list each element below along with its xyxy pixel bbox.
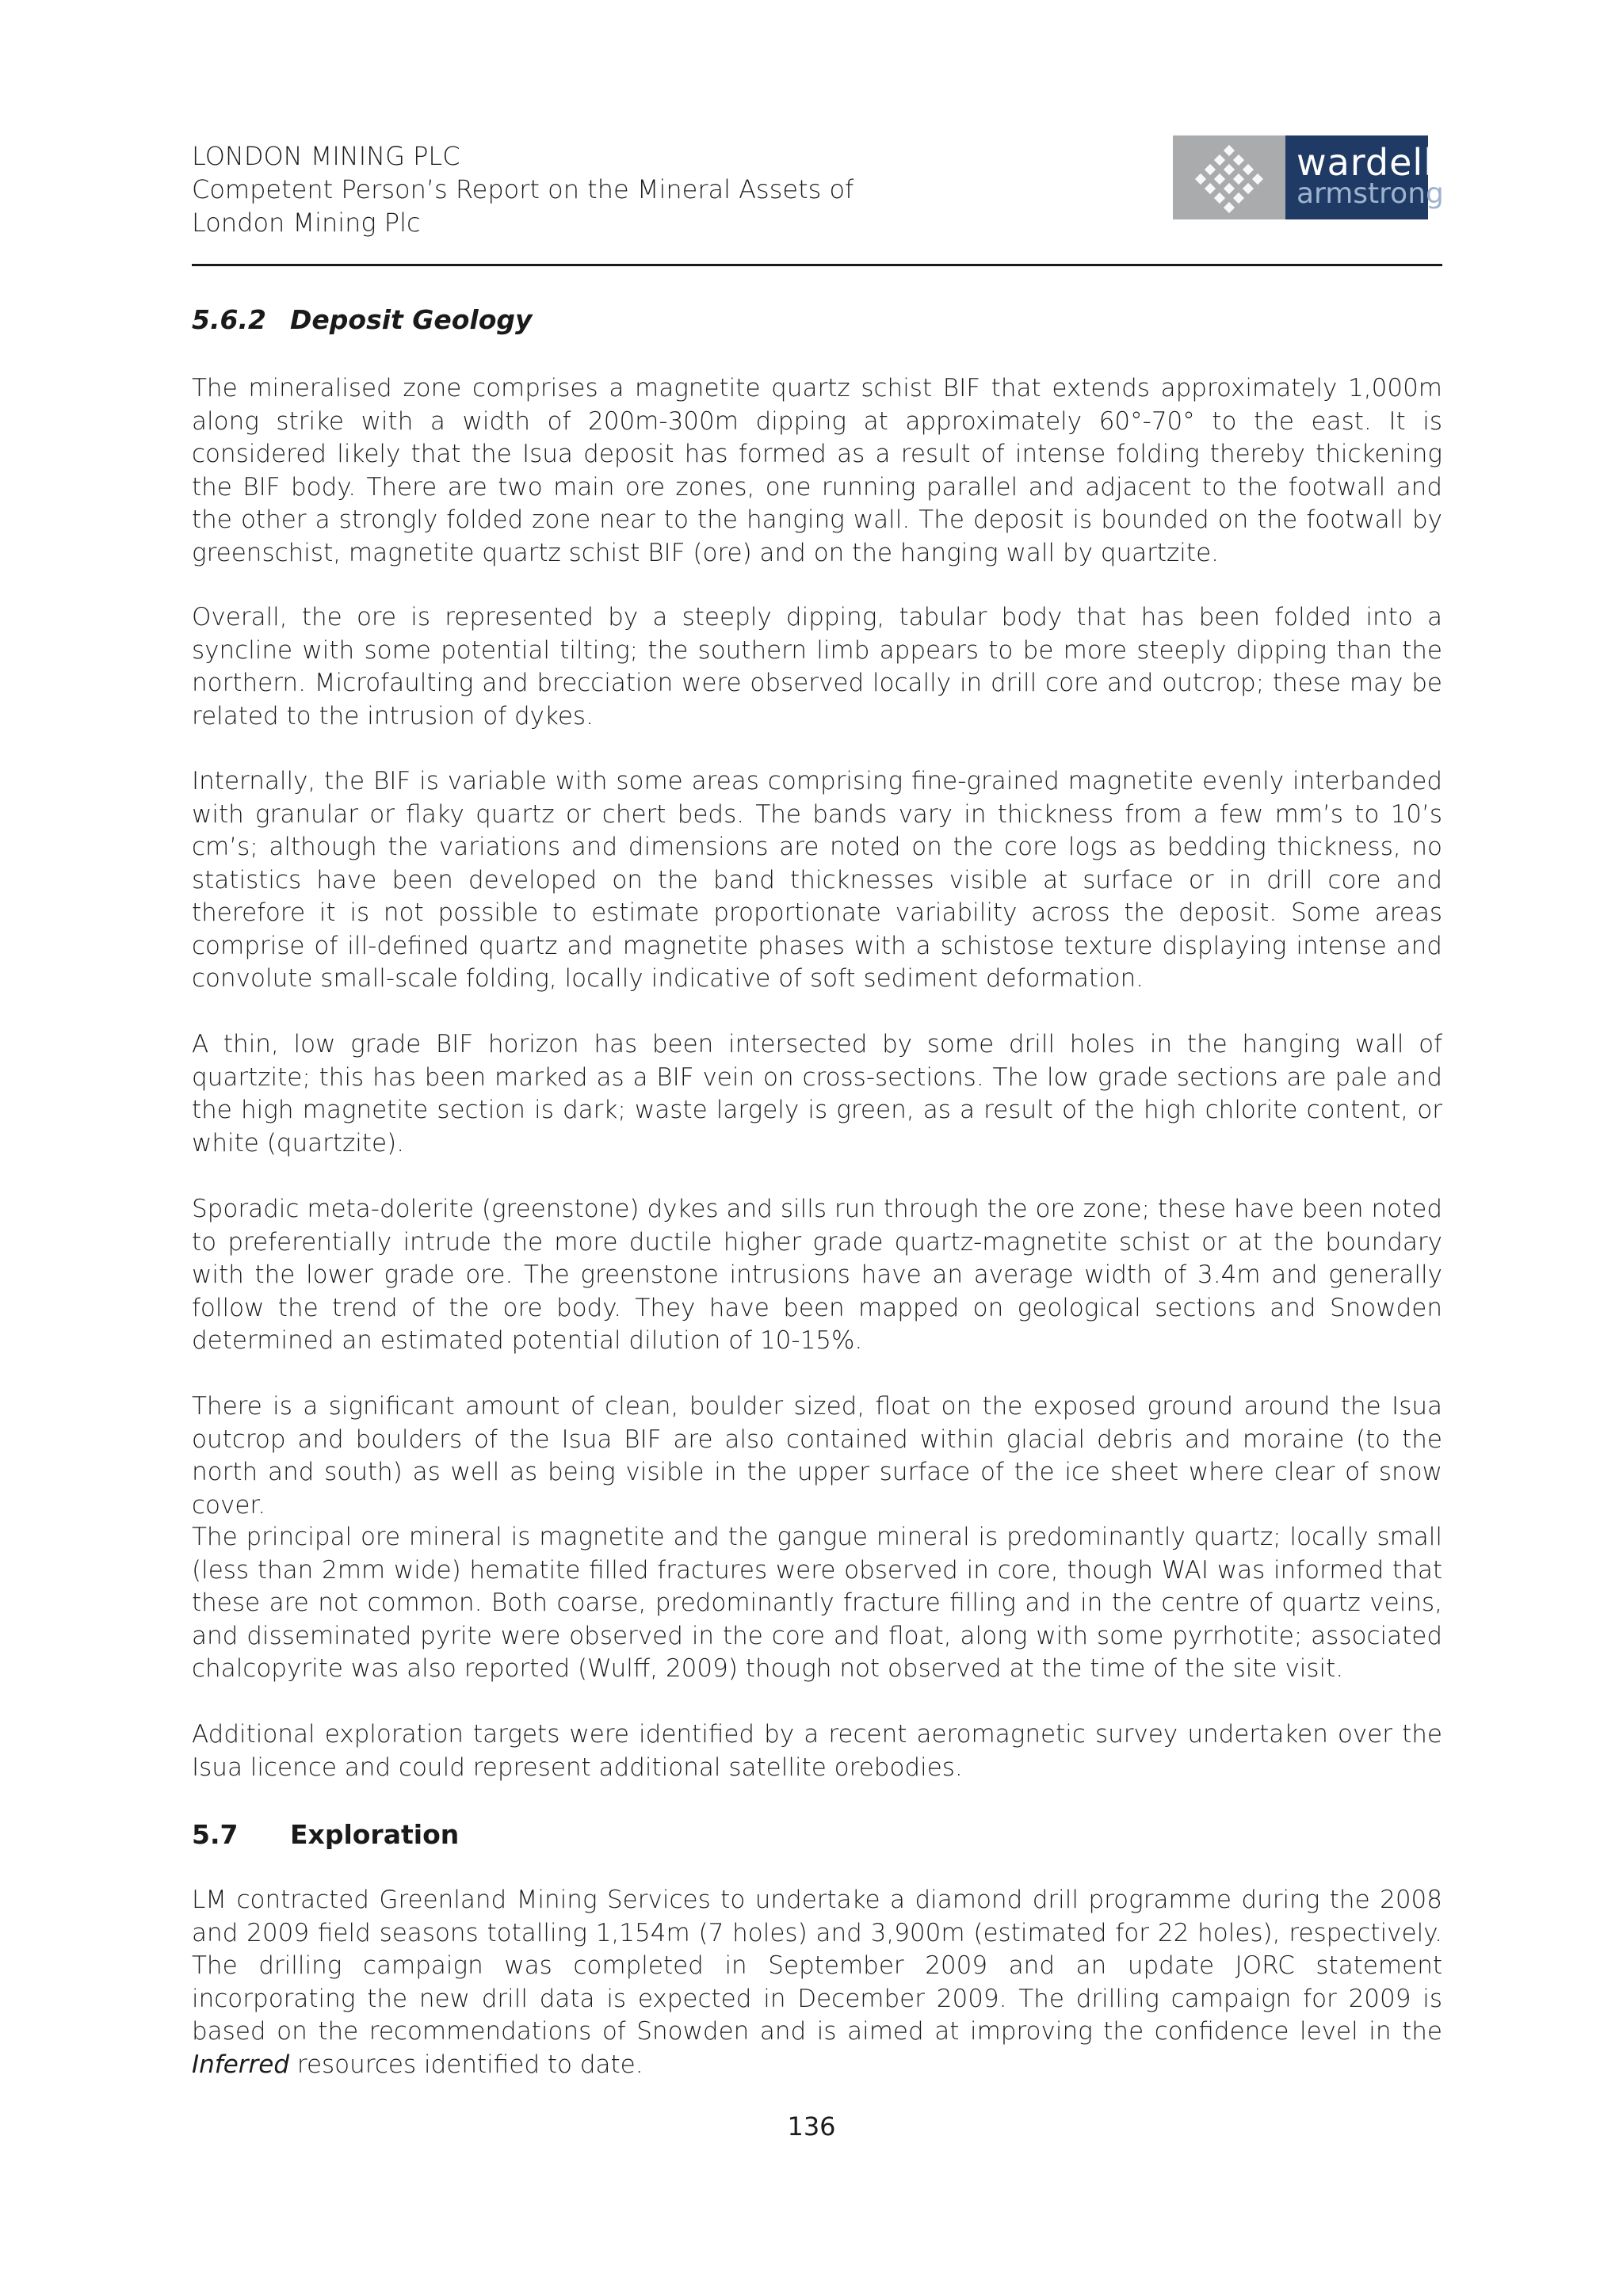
section-heading-5-6-2 — [192, 303, 1442, 337]
wardell-armstrong-logo — [1173, 135, 1444, 219]
paragraph-7 — [192, 1521, 1442, 1686]
paragraph-text: Overall, the ore is represented by a steeply dipping, tabular body that has been folded into a syncline with some potential tilting; the southern limb appears to be more steeply dipping than the northern. Microfaulting and brecciation were observed locally in drill core and outcrop; these may be related to the intrusion of dykes. — [192, 603, 1442, 730]
paragraph-text: There is a significant amount of clean, boulder sized, float on the exposed ground around the Isua outcrop and boulders of the Isua BIF are also contained within glacial debris and moraine (to the north and south) as well as being visible in the upper surface of the ice sheet where clear of snow cover. — [192, 1392, 1442, 1520]
logo-word-wardell: wardell — [1296, 141, 1434, 184]
paragraph-text: Additional exploration targets were identified by a recent aeromagnetic survey undertaken over the Isua licence and could represent additional satellite orebodies. — [192, 1720, 1442, 1782]
report-header — [192, 139, 854, 239]
exploration-text-part2: resources identified to date. — [289, 2050, 643, 2079]
diamond-cluster-icon — [1173, 135, 1285, 219]
section-number: 5.7 — [192, 1819, 239, 1850]
paragraph-5 — [192, 1193, 1442, 1358]
section-title: Deposit Geology — [290, 304, 533, 335]
header-divider — [192, 264, 1442, 266]
paragraph-1 — [192, 372, 1442, 570]
paragraph-text — [192, 1884, 1442, 2081]
report-title-line1: Competent Person’s Report on the Mineral Assets of — [192, 174, 854, 204]
paragraph-2 — [192, 601, 1442, 733]
paragraph-text: Internally, the BIF is variable with some areas comprising fine-grained magnetite evenly interbanded with granular or flaky quartz or chert beds. The bands vary in thickness from a few mm’s to 10’s cm’s; although the variations and dimensions are noted on the core logs as bedding thickness, no statistics have been developed on the band thicknesses visible at surface or in drill core and therefore it is not possible to estimate proportionate variability across the deposit. Some areas comprise of ill-defined quartz and magnetite phases with a schistose texture displaying intense and convolute small-scale folding, locally indicative of soft sediment deformation. — [192, 767, 1442, 993]
logo-wordmark — [1285, 135, 1444, 219]
paragraph-text: A thin, low grade BIF horizon has been intersected by some drill holes in the hanging wall of quartzite; this has been marked as a BIF vein on cross-sections. The low grade sections are pale and the high magnetite section is dark; waste largely is green, as a result of the high chlorite content, or white (quartzite). — [192, 1030, 1442, 1158]
section-title: Exploration — [290, 1819, 460, 1850]
report-title-line2: London Mining Plc — [192, 208, 421, 238]
section-heading-5-7 — [192, 1818, 1442, 1852]
page-number: 136 — [787, 2111, 836, 2142]
paragraph-6 — [192, 1390, 1442, 1522]
paragraph-text: The principal ore mineral is magnetite and the gangue mineral is predominantly quartz; locally small (less than 2mm wide) hematite filled fractures were observed in core, though WAI was informed that these are not common. Both coarse, predominantly fracture filling and in the centre of quartz veins, and disseminated pyrite were observed in the core and float, along with some pyrrhotite; associated chalcopyrite was also reported (Wulff, 2009) though not observed at the time of the site visit. — [192, 1523, 1442, 1683]
logo-word-armstrong: armstrong — [1296, 177, 1444, 210]
exploration-paragraph — [192, 1884, 1442, 2081]
exploration-italic-term: Inferred — [192, 2050, 290, 2079]
section-number: 5.6.2 — [192, 304, 266, 335]
paragraph-8 — [192, 1718, 1442, 1784]
paragraph-3 — [192, 765, 1442, 996]
exploration-text-part1: LM contracted Greenland Mining Services to undertake a diamond drill programme during the 2008 and 2009 field seasons totalling 1,154m (7 holes) and 3,900m (estimated for 22 holes), respectively. The drilling campaign was completed in September 2009 and an update JORC statement incorporating the new drill data is expected in December 2009. The drilling campaign for 2009 is based on the recommendations of Snowden and is aimed at improving the confidence level in the — [192, 1886, 1442, 2046]
paragraph-4 — [192, 1028, 1442, 1160]
paragraph-text: The mineralised zone comprises a magnetite quartz schist BIF that extends approximately 1,000m along strike with a width of 200m-300m dipping at approximately 60°-70° to the east. It is considered likely that the Isua deposit has formed as a result of intense folding thereby thickening the BIF body. There are two main ore zones, one running parallel and adjacent to the footwall and the other a strongly folded zone near to the hanging wall. The deposit is bounded on the footwall by greenschist, magnetite quartz schist BIF (ore) and on the hanging wall by quartzite. — [192, 374, 1442, 567]
paragraph-text: Sporadic meta-dolerite (greenstone) dykes and sills run through the ore zone; these have been noted to preferentially intrude the more ductile higher grade quartz-magnetite schist or at the boundary with the lower grade ore. The greenstone intrusions have an average width of 3.4m and generally follow the trend of the ore body. They have been mapped on geological sections and Snowden determined an estimated potential dilution of 10-15%. — [192, 1195, 1442, 1355]
company-name: LONDON MINING PLC — [192, 141, 460, 171]
